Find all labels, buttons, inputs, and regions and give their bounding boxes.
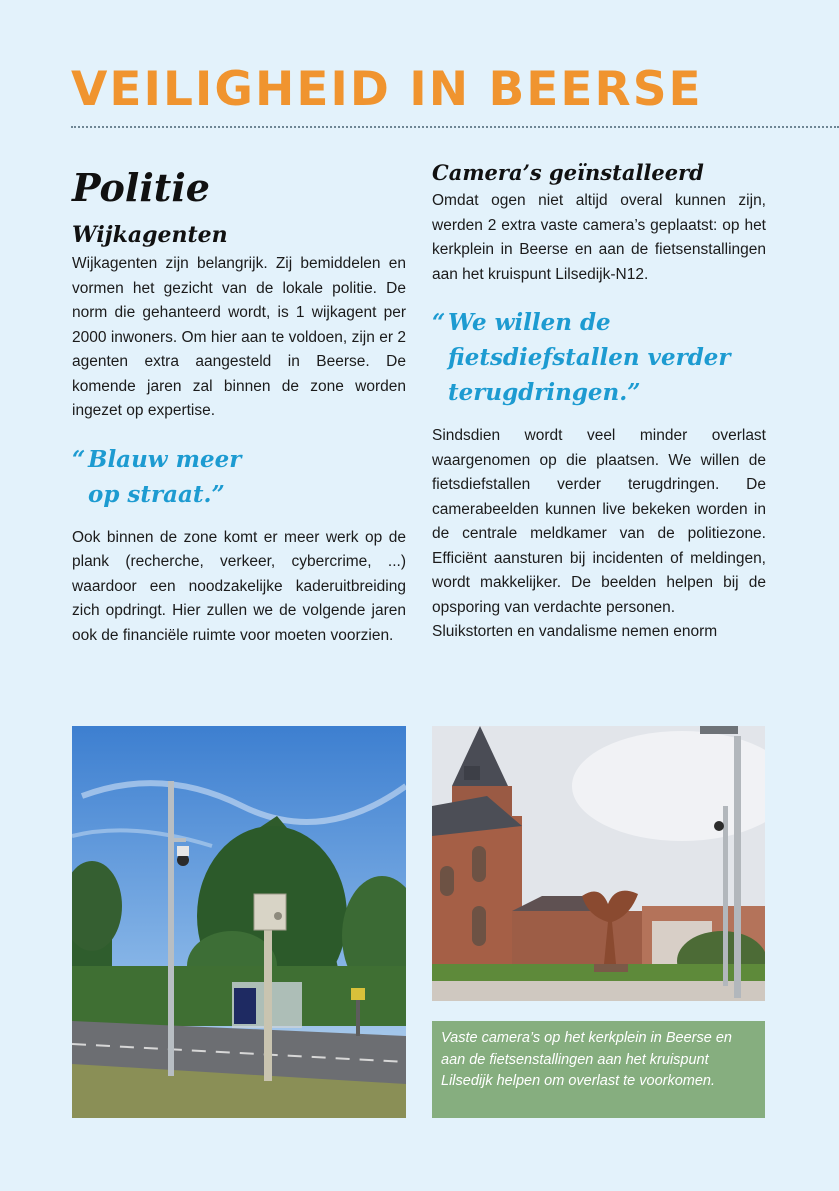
- paragraph-cameras: Omdat ogen niet altijd overal kunnen zijn, werden 2 extra vaste camera’s geplaatst: op het kerkplein in Beerse en aan de fietsenstallingen aan het kruispunt Lilsedijk-N12.: [432, 192, 766, 283]
- paragraph-sluikstorten: Sluikstorten en vandalisme nemen enorm: [432, 623, 718, 641]
- paragraph-kaderuitbreiding: Ook binnen de zone komt er meer werk op de plank (recherche, verkeer, cybercrime, ...) waardoor een noodzakelijke kaderuitbreiding zich opdringt. Hier zullen we de volgende jaren ook de financiële ruimte voor moeten voorzien.: [72, 528, 406, 644]
- right-column: [432, 160, 766, 645]
- photo-camera-pole-roadside: [72, 726, 406, 1118]
- quote-mark: “: [72, 445, 86, 473]
- subheading-cameras: Camera’s geïnstalleerd: [432, 160, 704, 185]
- dotted-divider: [71, 126, 839, 128]
- quote-line: terugdringen.”: [448, 379, 641, 407]
- photo-caption-box: [432, 1021, 765, 1118]
- paragraph-overlast: Sindsdien wordt veel minder overlast waargenomen op die plaatsen. We willen de fietsdiefstallen verder terugdringen. De camerabeelden kunnen live bekeken worden in de centrale meldkamer van de politiezone. Efficiënt aansturen bij incidenten of meldingen, wordt makkelijker. De beelden helpen bij de opsporing van verdachte personen.: [432, 427, 766, 616]
- subheading-wijkagenten: Wijkagenten: [72, 221, 228, 248]
- page-title: VEILIGHEID IN BEERSE: [71, 62, 703, 117]
- left-column: [72, 160, 406, 648]
- section-title-politie: Politie: [72, 165, 210, 210]
- quote-line: Blauw meer: [88, 445, 242, 473]
- photo-kerkplein-camera: [432, 726, 765, 1001]
- pull-quote-fietsdiefstallen: [432, 305, 766, 410]
- quote-line: op straat.”: [88, 480, 225, 508]
- paragraph-wijkagenten: Wijkagenten zijn belangrijk. Zij bemiddelen en vormen het gezicht van de lokale politie. De norm die gehanteerd wordt, is 1 wijkagent per 2000 inwoners. Om hier aan te voldoen, zijn er 2 agenten extra aangesteld in Beerse. De komende jaren zal binnen de zone worden ingezet op expertise.: [72, 255, 406, 420]
- quote-line: fietsdiefstallen verder: [448, 344, 731, 372]
- photo-caption: Vaste camera’s op het kerkplein in Beerse en aan de fietsenstallingen aan het kruispunt Lilsedijk helpen om overlast te voorkomen.: [441, 1030, 732, 1089]
- pull-quote-blauw: [72, 442, 406, 512]
- page-header: [0, 0, 839, 140]
- quote-line: We willen de: [448, 309, 611, 337]
- quote-mark: “: [432, 309, 446, 337]
